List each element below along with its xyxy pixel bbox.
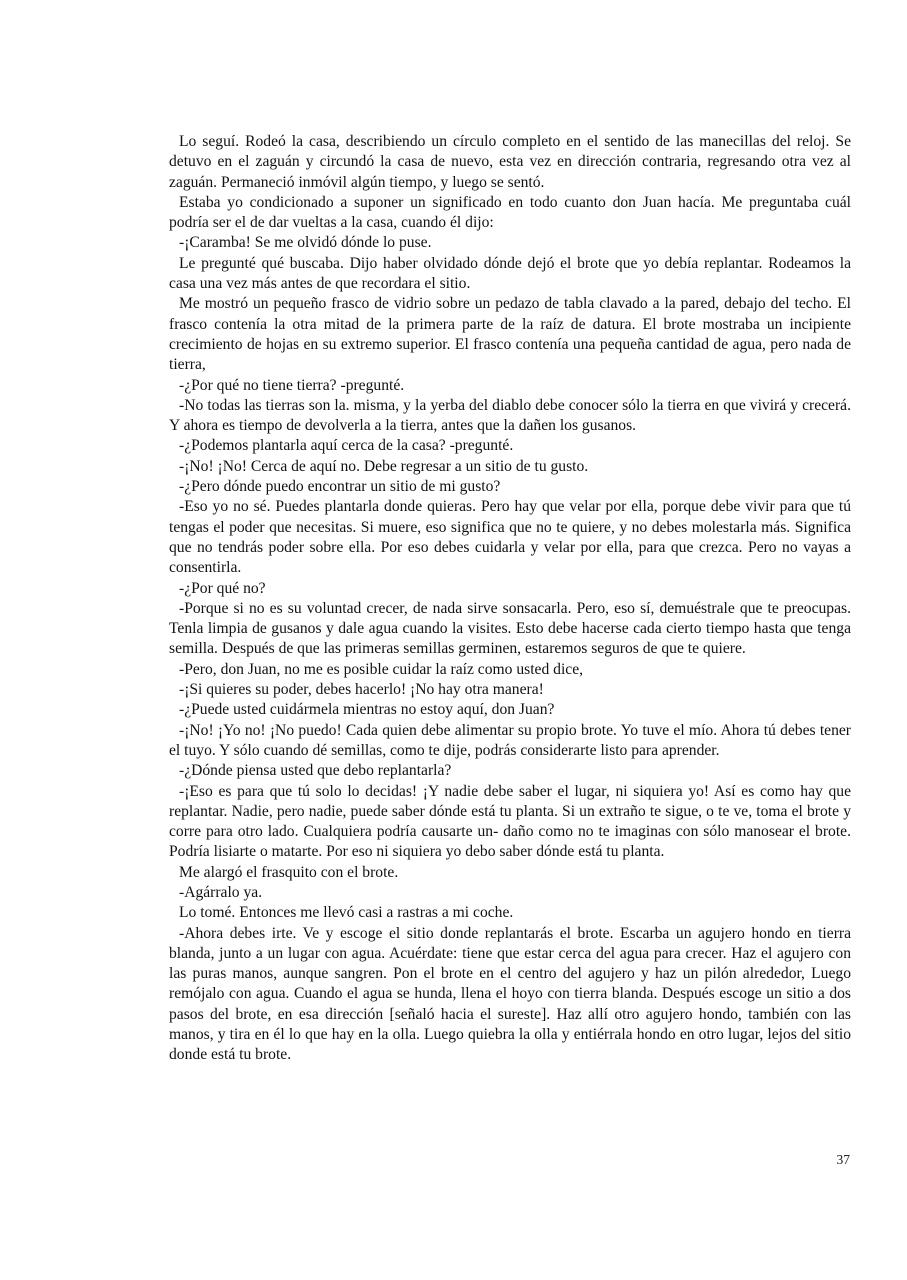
paragraph: -¿Podemos plantarla aquí cerca de la casa? -pregunté. bbox=[179, 437, 514, 455]
paragraph: -¿Puede usted cuidármela mientras no estoy aquí, don Juan? bbox=[179, 701, 555, 719]
paragraph: -Eso yo no sé. Puedes plantarla donde quieras. Pero hay que velar por ella, porque debe vivir para que tú tengas el poder que necesitas. Si muere, eso significa que no te quiere, y no debes molestarla más. Significa que no tendrás poder sobre ella. Por eso debes cuidarla y velar por ella, para que crezca. Pero no vayas a consentirla. bbox=[169, 498, 851, 577]
paragraph: Le pregunté qué buscaba. Dijo haber olvidado dónde dejó el brote que yo debía replantar. Rodeamos la casa una vez más antes de que recordara el sitio. bbox=[169, 254, 851, 293]
paragraph: Lo tomé. Entonces me llevó casi a rastras a mi coche. bbox=[179, 904, 514, 922]
paragraph: -¡Si quieres su poder, debes hacerlo! ¡No hay otra manera! bbox=[179, 681, 544, 699]
paragraph: -¡No! ¡No! Cerca de aquí no. Debe regresar a un sitio de tu gusto. bbox=[179, 457, 589, 475]
paragraph: -¡No! ¡Yo no! ¡No puedo! Cada quien debe alimentar su propio brote. Yo tuve el mío. Ahora tú debes tener el tuyo. Y sólo cuando dé semillas, como te dije, podrás considerarte listo para aprender. bbox=[169, 721, 851, 759]
paragraph: -¿Por qué no? bbox=[179, 579, 266, 597]
paragraph: -¡Caramba! Se me olvidó dónde lo puse. bbox=[179, 234, 432, 252]
paragraph: -Pero, don Juan, no me es posible cuidar la raíz como usted dice, bbox=[179, 660, 584, 678]
paragraph: -¿Dónde piensa usted que debo replantarla? bbox=[179, 762, 452, 780]
paragraph: -Ahora debes irte. Ve y escoge el sitio donde replantarás el brote. Escarba un agujero hondo en tierra blanda, junto a un lugar con agua. Acuérdate: tiene que estar cerca del agua para crecer. Haz el agujero con las puras manos, aunque sangren. Pon el brote en el centro del agujero y haz un pilón alrededor, Luego remójalo con agua. Cuando el agua se hunda, llena el hoyo con tierra blanda. Después escoge un sitio a dos pasos del brote, en esa dirección [señaló hacia el sureste]. Haz allí otro agujero hondo, también con las manos, y tira en él lo que hay en la olla. Luego quiebra la olla y entiérrala hondo en otro lugar, lejos del sitio donde está tu brote. bbox=[169, 924, 851, 1064]
paragraph: -No todas las tierras son la. misma, y la yerba del diablo debe conocer sólo la tierra en que vivirá y crecerá. Y ahora es tiempo de devolverla a la tierra, antes que la dañen los gusanos. bbox=[169, 396, 851, 435]
paragraph: Me mostró un pequeño frasco de vidrio sobre un pedazo de tabla clavado a la pared, debajo del techo. El frasco contenía la otra mitad de la primera parte de la raíz de datura. El brote mostraba un incipiente crecimiento de hojas en su extremo superior. El frasco contenía una pequeña cantidad de agua, pero nada de tierra, bbox=[169, 295, 851, 374]
paragraph: -Agárralo ya. bbox=[179, 883, 263, 901]
paragraph: Me alargó el frasquito con el brote. bbox=[179, 863, 399, 881]
paragraph: Lo seguí. Rodeó la casa, describiendo un círculo completo en el sentido de las manecillas del reloj. Se detuvo en el zaguán y circundó la casa de nuevo, esta vez en dirección contraria, regresando otra vez al zaguán. Permaneció inmóvil algún tiempo, y luego se sentó. bbox=[169, 133, 851, 191]
paragraph: Estaba yo condicionado a suponer un significado en todo cuanto don Juan hacía. Me preguntaba cuál podría ser el de dar vueltas a la casa, cuando él dijo: bbox=[169, 193, 851, 232]
page-number: 37 bbox=[836, 1152, 850, 1167]
paragraph: -¡Eso es para que tú solo lo decidas! ¡Y nadie debe saber el lugar, ni siquiera yo! Así es como hay que replantar. Nadie, pero nadie, puede saber dónde está tu planta. Si un extraño te sigue, o te ve, toma el brote y corre para otro lado. Cualquiera podría causarte un- daño como no te imaginas con sólo manosear el brote. Podría lisiarte o matarte. Por eso ni siquiera yo debo saber dónde está tu planta. bbox=[169, 782, 851, 861]
paragraph: -¿Pero dónde puedo encontrar un sitio de mi gusto? bbox=[179, 478, 501, 496]
body-text bbox=[169, 132, 851, 1066]
paragraph: -Porque si no es su voluntad crecer, de nada sirve sonsacarla. Pero, eso sí, demuéstrale que te preocupas. Tenla limpia de gusanos y dale agua cuando la visites. Esto debe hacerse cada cierto tiempo hasta que tenga semilla. Después de que las primeras semillas germinen, estaremos seguros de que te quiere. bbox=[169, 599, 851, 658]
paragraph: -¿Por qué no tiene tierra? -pregunté. bbox=[179, 376, 405, 394]
